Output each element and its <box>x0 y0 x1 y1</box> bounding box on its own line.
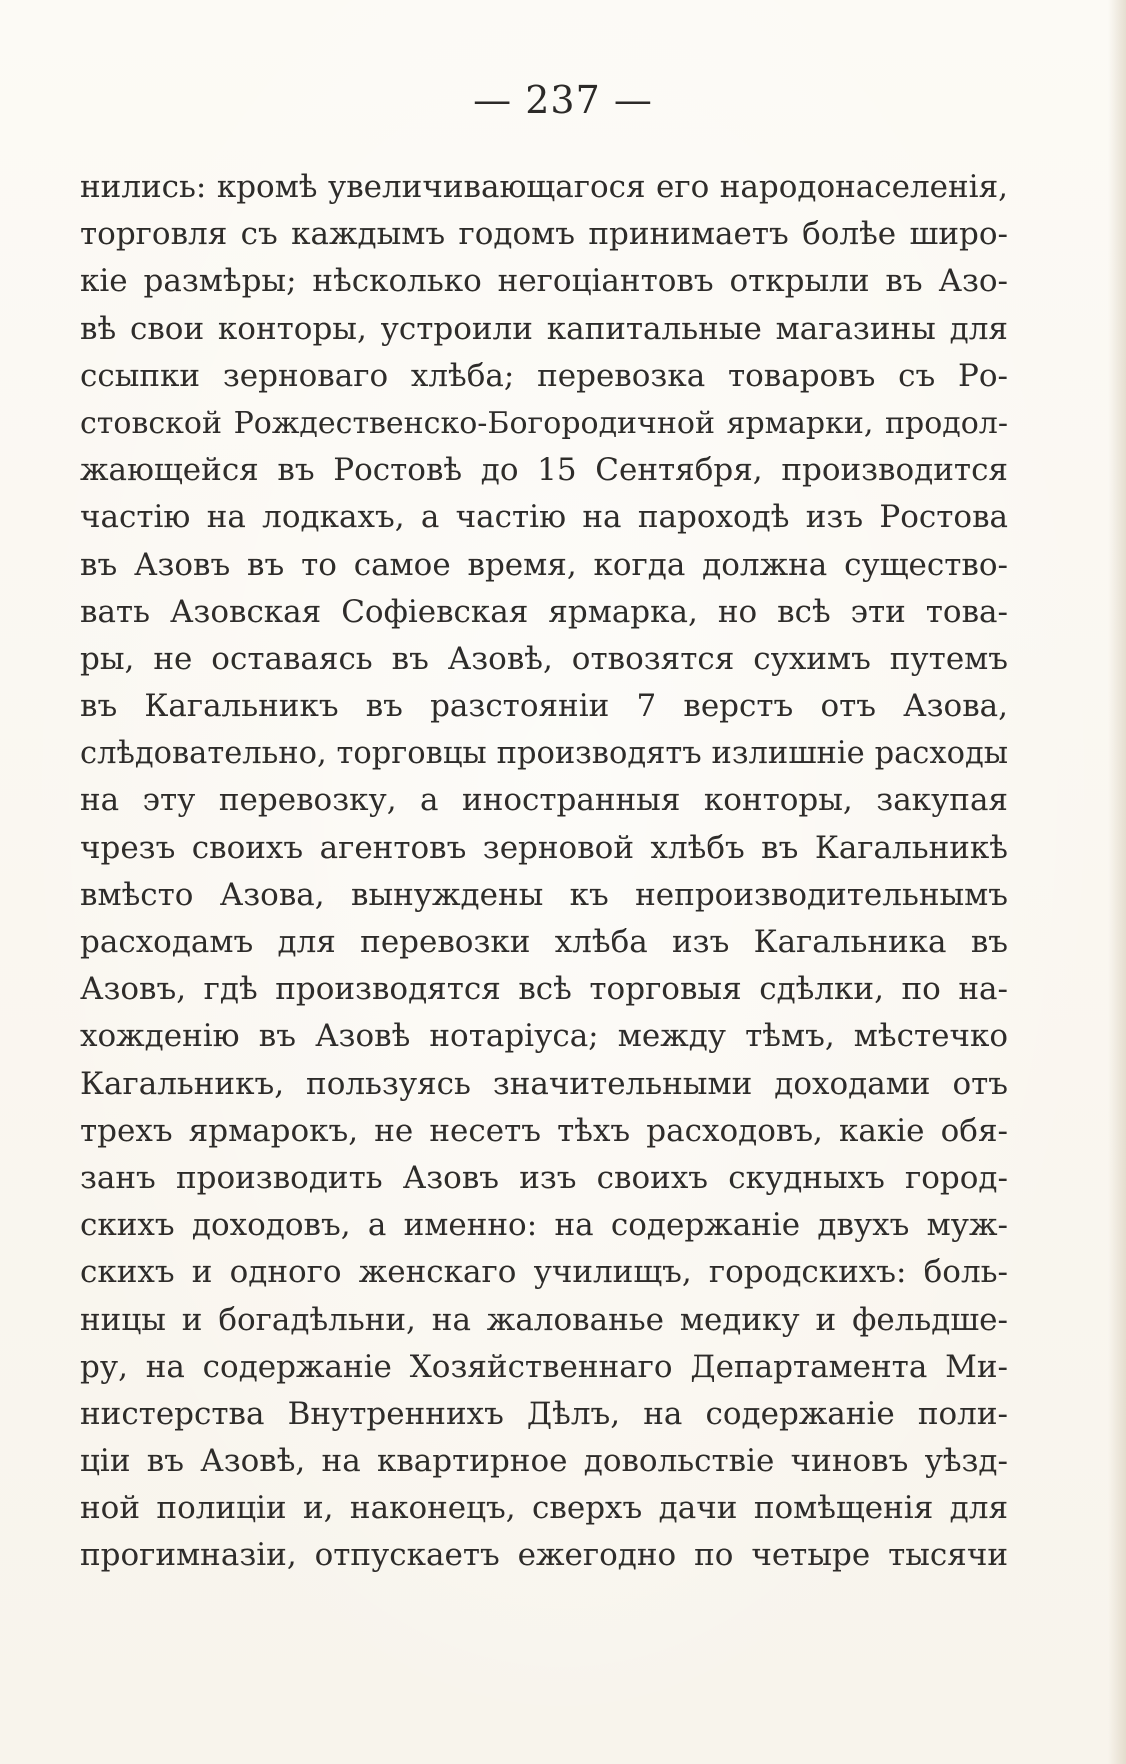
text-line: чрезъ своихъ агентовъ зерновой хлѣбъ въ Кагальникѣ <box>80 829 1008 866</box>
text-line: ціи въ Азовѣ, на квартирное довольствіе чиновъ уѣзд- <box>80 1443 1008 1480</box>
text-line: хожденію въ Азовѣ нотаріуса; между тѣмъ, мѣстечко <box>80 1018 1008 1055</box>
text-line: Азовъ, гдѣ производятся всѣ торговыя сдѣлки, по на- <box>80 971 1008 1008</box>
text-line: ной полиціи и, наконецъ, сверхъ дачи помѣщенія для <box>80 1490 1008 1527</box>
text-line: прогимназіи, отпускаетъ ежегодно по четыре тысячи <box>80 1537 1008 1574</box>
page-edge-shadow <box>1108 0 1126 1764</box>
text-line: вмѣсто Азова, вынуждены къ непроизводительнымъ <box>80 876 1008 913</box>
text-line: Кагальникъ, пользуясь значительными доходами отъ <box>80 1065 1008 1102</box>
text-line: жающейся въ Ростовѣ до 15 Сентября, производится <box>80 452 1008 489</box>
text-line: ссыпки зерноваго хлѣба; перевозка товаровъ съ Ро- <box>80 357 1008 394</box>
text-line: стовской Рождественско-Богородичной ярмарки, продол- <box>80 405 1008 441</box>
text-line: ру, на содержаніе Хозяйственнаго Департамента Ми- <box>80 1348 1008 1385</box>
text-line: кіе размѣры; нѣсколько негоціантовъ открыли въ Азо- <box>80 263 1008 300</box>
text-line: трехъ ярмарокъ, не несетъ тѣхъ расходовъ, какіе обя- <box>80 1112 1008 1149</box>
text-line: слѣдовательно, торговцы производятъ излишніе расходы <box>80 736 1008 772</box>
text-line: въ Кагальникъ въ разстояніи 7 верстъ отъ Азова, <box>80 688 1008 725</box>
text-line: нились: кромѣ увеличивающагося его народонаселенія, <box>80 169 1008 205</box>
page-number: — 237 — <box>473 78 653 122</box>
text-line: ры, не оставаясь въ Азовѣ, отвозятся сухимъ путемъ <box>80 640 1008 677</box>
text-line: на эту перевозку, а иностранныя конторы, закупая <box>80 782 1008 819</box>
text-line: вать Азовская Софіевская ярмарка, но всѣ эти това- <box>80 593 1008 630</box>
text-line: ницы и богадѣльни, на жалованье медику и фельдше- <box>80 1301 1008 1338</box>
text-line: скихъ доходовъ, а именно: на содержаніе двухъ муж- <box>80 1207 1008 1244</box>
text-line: въ Азовъ въ то самое время, когда должна существо- <box>80 546 1008 583</box>
text-line: торговля съ каждымъ годомъ принимаетъ болѣе широ- <box>80 216 1008 253</box>
body-text <box>80 164 1008 1580</box>
text-line: вѣ свои конторы, устроили капитальные магазины для <box>80 310 1008 347</box>
text-line: скихъ и одного женскаго училищъ, городскихъ: боль- <box>80 1254 1008 1291</box>
text-line: нистерства Внутреннихъ Дѣлъ, на содержаніе поли- <box>80 1395 1008 1432</box>
text-line: занъ производить Азовъ изъ своихъ скудныхъ город- <box>80 1159 1008 1196</box>
text-line: частію на лодкахъ, а частію на пароходѣ изъ Ростова <box>80 499 1008 536</box>
text-line: расходамъ для перевозки хлѣба изъ Кагальника въ <box>80 924 1008 960</box>
